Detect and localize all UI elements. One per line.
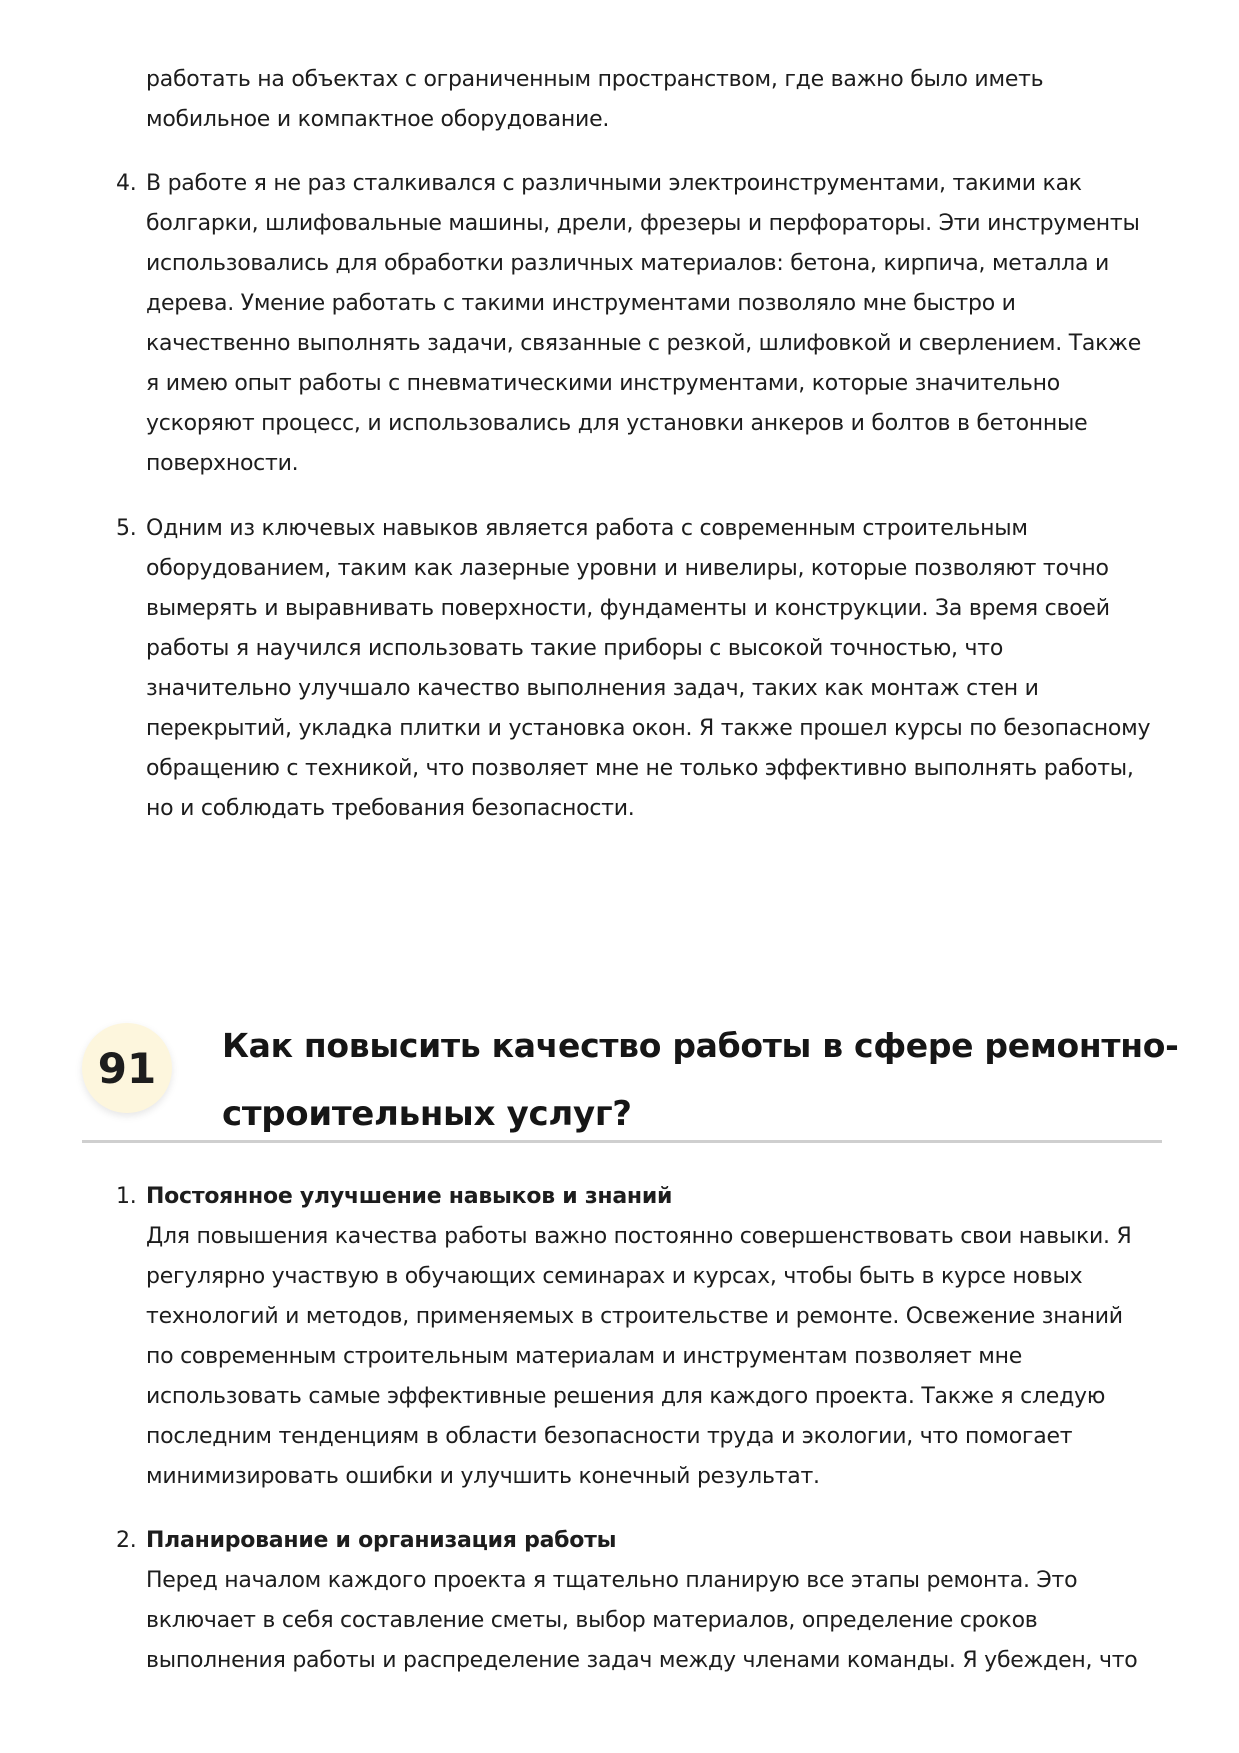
paragraph-line: но и соблюдать требования безопасности. <box>146 796 635 821</box>
list-number: 1. <box>116 1184 137 1209</box>
paragraph-line: работы я научился использовать такие приборы с высокой точностью, что <box>146 636 1004 661</box>
list-item-2 <box>116 1521 1156 1681</box>
section-title <box>222 1012 1182 1148</box>
paragraph-line: технологий и методов, применяемых в строительстве и ремонте. Освежение знаний <box>146 1304 1123 1329</box>
paragraph-line: по современным строительным материалам и инструментам позволяет мне <box>146 1344 1023 1369</box>
paragraph-line: перекрытий, укладка плитки и установка окон. Я также прошел курсы по безопасному <box>146 716 1151 741</box>
paragraph-line: использовались для обработки различных материалов: бетона, кирпича, металла и <box>146 251 1110 276</box>
list-item-4 <box>116 164 1156 484</box>
paragraph-line: значительно улучшало качество выполнения задач, таких как монтаж стен и <box>146 676 1039 701</box>
list-item-heading: Планирование и организация работы <box>146 1528 617 1553</box>
paragraph-line: последним тенденциям в области безопасности труда и экологии, что помогает <box>146 1424 1073 1449</box>
section-title-line: Как повысить качество работы в сфере ремонтно- <box>222 1026 1179 1065</box>
paragraph-line: Одним из ключевых навыков является работа с современным строительным <box>146 516 1028 541</box>
section-divider <box>82 1140 1162 1143</box>
paragraph-line: использовать самые эффективные решения для каждого проекта. Также я следую <box>146 1384 1106 1409</box>
list-item-1 <box>116 1177 1156 1497</box>
paragraph-line: вымерять и выравнивать поверхности, фундаменты и конструкции. За время своей <box>146 596 1110 621</box>
paragraph-line: обращению с техникой, что позволяет мне не только эффективно выполнять работы, <box>146 756 1134 781</box>
section-number-badge: 91 <box>82 1023 172 1113</box>
paragraph-line: дерева. Умение работать с такими инструментами позволяло мне быстро и <box>146 291 1016 316</box>
paragraph-line: выполнения работы и распределение задач между членами команды. Я убежден, что <box>146 1648 1138 1673</box>
section-title-line: строительных услуг? <box>222 1094 632 1134</box>
paragraph-line: Перед началом каждого проекта я тщательно планирую все этапы ремонта. Это <box>146 1568 1078 1593</box>
list-item-continuation <box>146 60 1156 140</box>
paragraph-line: минимизировать ошибки и улучшить конечный результат. <box>146 1464 820 1489</box>
paragraph-line: регулярно участвую в обучающих семинарах и курсах, чтобы быть в курсе новых <box>146 1264 1083 1289</box>
paragraph-line: мобильное и компактное оборудование. <box>146 107 610 132</box>
list-item-5 <box>116 509 1156 829</box>
list-number: 4. <box>116 171 137 196</box>
paragraph-line: я имею опыт работы с пневматическими инструментами, которые значительно <box>146 371 1060 396</box>
list-number: 2. <box>116 1528 137 1553</box>
paragraph-line: качественно выполнять задачи, связанные с резкой, шлифовкой и сверлением. Также <box>146 331 1142 356</box>
list-number: 5. <box>116 516 137 541</box>
paragraph-line: В работе я не раз сталкивался с различными электроинструментами, такими как <box>146 171 1082 196</box>
paragraph-line: поверхности. <box>146 451 299 476</box>
paragraph-line: болгарки, шлифовальные машины, дрели, фрезеры и перфораторы. Эти инструменты <box>146 211 1140 236</box>
paragraph-line: работать на объектах с ограниченным пространством, где важно было иметь <box>146 67 1044 92</box>
paragraph-line: включает в себя составление сметы, выбор материалов, определение сроков <box>146 1608 1038 1633</box>
paragraph-line: Для повышения качества работы важно постоянно совершенствовать свои навыки. Я <box>146 1224 1132 1249</box>
list-item-heading: Постоянное улучшение навыков и знаний <box>146 1184 673 1209</box>
paragraph-line: ускоряют процесс, и использовались для установки анкеров и болтов в бетонные <box>146 411 1088 436</box>
paragraph-line: оборудованием, таким как лазерные уровни и нивелиры, которые позволяют точно <box>146 556 1109 581</box>
